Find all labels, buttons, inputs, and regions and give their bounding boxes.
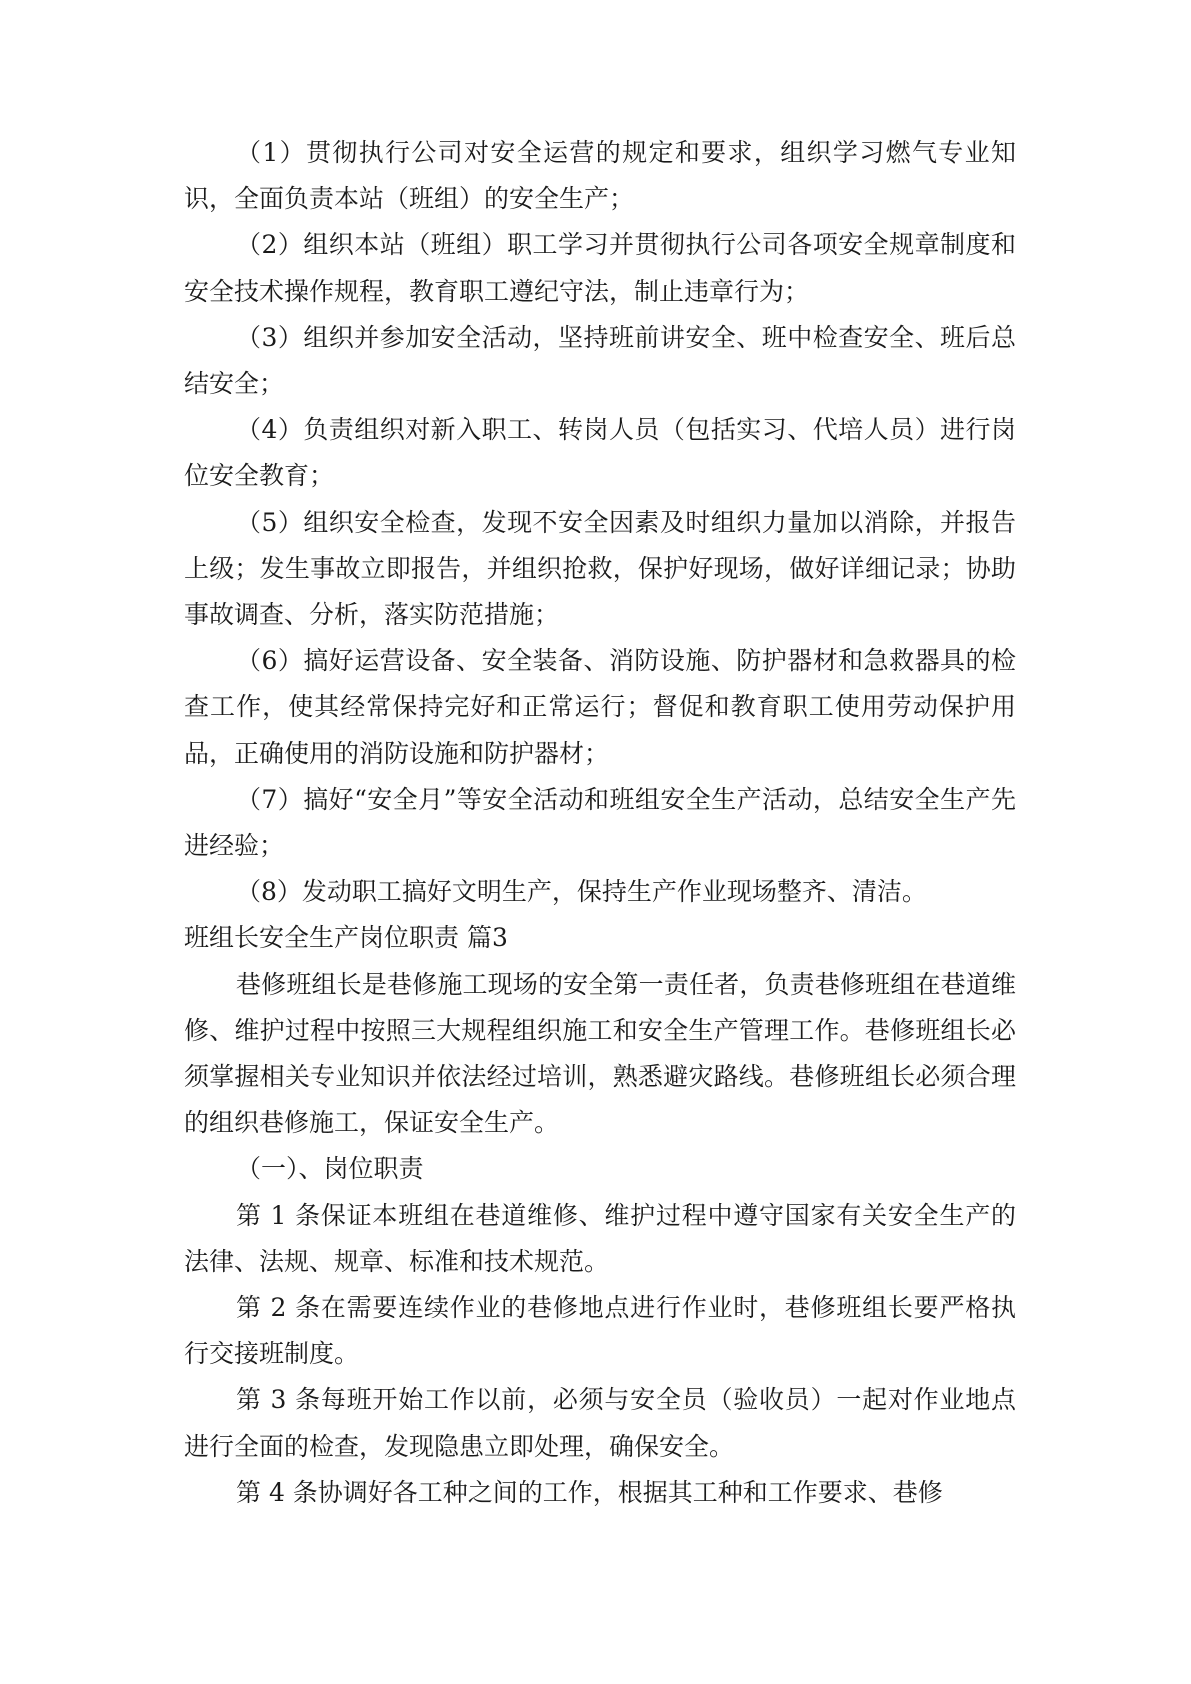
list-item: （7）搞好“安全月”等安全活动和班组安全生产活动，总结安全生产先进经验；: [184, 784, 1016, 861]
list-item: （8）发动职工搞好文明生产，保持生产作业现场整齐、清洁。: [236, 877, 927, 907]
document-body: [184, 130, 1016, 1516]
article-paragraph: 第 1 条保证本班组在巷道维修、维护过程中遵守国家有关安全生产的法律、法规、规章、标准和技术规范。: [184, 1200, 1016, 1276]
article-paragraph: 第 4 条协调好各工种之间的工作，根据其工种和工作要求、巷修: [236, 1477, 943, 1507]
list-item: （1）贯彻执行公司对安全运营的规定和要求，组织学习燃气专业知识，全面负责本站（班组）的安全生产；: [184, 138, 1016, 214]
intro-paragraph: 巷修班组长是巷修施工现场的安全第一责任者，负责巷修班组在巷道维修、维护过程中按照三大规程组织施工和安全生产管理工作。巷修班组长必须掌握相关专业知识并依法经过培训，熟悉避灾路线。巷修班组长必须合理的组织巷修施工，保证安全生产。: [184, 969, 1016, 1138]
subheading: （一）、岗位职责: [236, 1154, 424, 1184]
list-item: （6）搞好运营设备、安全装备、消防设施、防护器材和急救器具的检查工作，使其经常保持完好和正常运行；督促和教育职工使用劳动保护用品，正确使用的消防设施和防护器材；: [184, 646, 1016, 768]
list-item: （5）组织安全检查，发现不安全因素及时组织力量加以消除，并报告上级；发生事故立即报告，并组织抢救，保护好现场，做好详细记录；协助事故调查、分析，落实防范措施；: [184, 507, 1016, 630]
list-item: （4）负责组织对新入职工、转岗人员（包括实习、代培人员）进行岗位安全教育；: [184, 415, 1016, 491]
list-item: （2）组织本站（班组）职工学习并贯彻执行公司各项安全规章制度和安全技术操作规程，教育职工遵纪守法，制止违章行为；: [184, 230, 1016, 306]
article-paragraph: 第 2 条在需要连续作业的巷修地点进行作业时，巷修班组长要严格执行交接班制度。: [184, 1293, 1016, 1369]
section-title: 班组长安全生产岗位职责 篇3: [184, 923, 508, 953]
article-paragraph: 第 3 条每班开始工作以前，必须与安全员（验收员）一起对作业地点进行全面的检查，发现隐患立即处理，确保安全。: [184, 1385, 1016, 1461]
list-item: （3）组织并参加安全活动，坚持班前讲安全、班中检查安全、班后总结安全；: [184, 322, 1016, 399]
